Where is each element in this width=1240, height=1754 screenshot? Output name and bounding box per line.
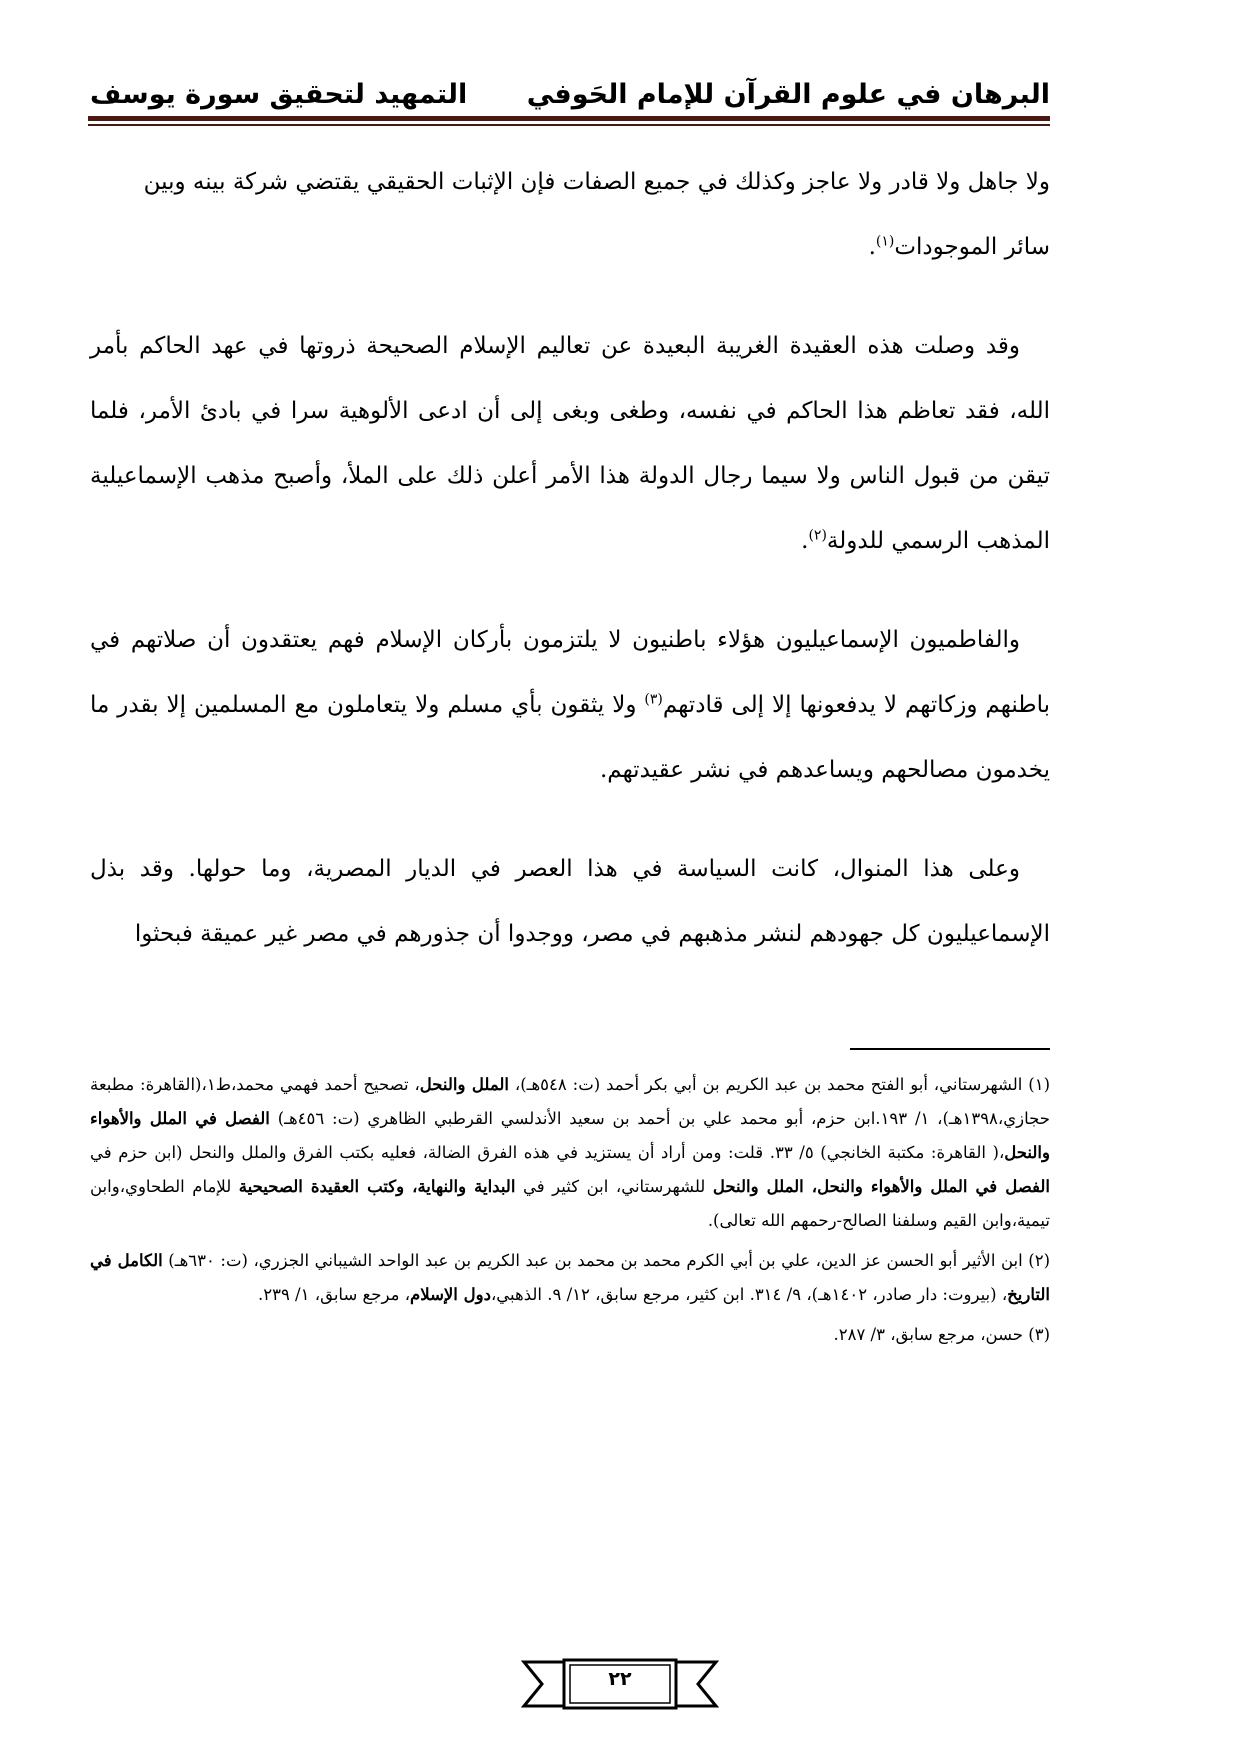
footnote-ref-1[interactable]: (١) — [875, 233, 895, 250]
footnote-2: (٢) ابن الأثير أبو الحسن عز الدين، علي بن أبي الكرم محمد بن محمد بن عبد الكريم بن عبد الواحد الشيباني الجزري، (ت: ٦٣٠هـ) الكامل في التاريخ، (بيروت: دار صادر، ١٤٠٢هـ)، ٩/ ٣١٤. ابن كثير، مرجع سابق، ١٢/ ٩. الذهبي،دول الإسلام، مرجع سابق، ١/ ٢٣٩. — [90, 1251, 1050, 1304]
section-title: التمهيد لتحقيق سورة يوسف — [90, 79, 468, 110]
footnote-ref-3[interactable]: (٣) — [644, 691, 663, 708]
main-text — [90, 150, 1050, 1001]
header-rule-thin — [88, 124, 1050, 126]
paragraph-1: ولا جاهل ولا قادر ولا عاجز وكذلك في جميع الصفات فإن الإثبات الحقيقي يقتضي شركة بينه وبين سائر الموجودات$^{(١)}$. — [143, 169, 1050, 260]
footnote-separator — [850, 1048, 1050, 1050]
paragraph-2: وقد وصلت هذه العقيدة الغريبة البعيدة عن تعاليم الإسلام الصحيحة ذروتها في عهد الحاكم بأمر الله، فقد تعاظم هذا الحاكم في نفسه، وطغى وبغى إلى أن ادعى الألوهية سرا في بادئ الأمر، فلما تيقن من قبول الناس ولا سيما رجال الدولة هذا الأمر أعلن ذلك على الملأ، وأصبح مذهب الإسماعيلية المذهب الرسمي للدولة$^{(٢)}$. — [90, 333, 1050, 554]
page-number: ٢٢ — [608, 1668, 632, 1690]
footnote-ref-2[interactable]: (٢) — [808, 527, 827, 544]
page-header — [90, 72, 1050, 110]
book-title: البرهان في علوم القرآن للإمام الحَوفي — [526, 79, 1050, 110]
paragraph-3: والفاطميون الإسماعيليون هؤلاء باطنيون لا يلتزمون بأركان الإسلام فهم يعتقدون أن صلاتهم في باطنهم وزكاتهم لا يدفعونها إلا إلى قادتهم$^{(٣)}$ ولا يثقون بأي مسلم ولا يتعاملون مع المسلمين إلا بقدر ما يخدمون مصالحهم ويساعدهم في نشر عقيدتهم. — [90, 627, 1050, 783]
paragraph-4: وعلى هذا المنوال، كانت السياسة في هذا العصر في الديار المصرية، وما حولها. وقد بذل الإسماعيليون كل جهودهم لنشر مذهبهم في مصر، ووجدوا أن جذورهم في مصر غير عميقة فبحثوا — [90, 856, 1050, 947]
header-rule-thick — [88, 116, 1050, 121]
footnote-3: (٣) حسن، مرجع سابق، ٣/ ٢٨٧. — [833, 1325, 1050, 1344]
footnotes — [90, 1068, 1050, 1358]
footnote-1: (١) الشهرستاني، أبو الفتح محمد بن عبد الكريم بن أبي بكر أحمد (ت: ٥٤٨هـ)، الملل والنحل، تصحيح أحمد فهمي محمد،ط١،(القاهرة: مطبعة حجازي،١٣٩٨هـ)، ١/ ١٩٣.ابن حزم، أبو محمد علي بن أحمد بن سعيد الأندلسي القرطبي الظاهري (ت: ٤٥٦هـ) الفصل في الملل والأهواء والنحل،( القاهرة: مكتبة الخانجي) ٥/ ٣٣. قلت: ومن أراد أن يستزيد في هذه الفرق الضالة، فعليه بكتب الفرق والملل والنحل (ابن حزم في الفصل في الملل والأهواء والنحل، الملل والنحل للشهرستاني، ابن كثير في البداية والنهاية، وكتب العقيدة الصحيحية للإمام الطحاوي،وابن تيمية،وابن القيم وسلفنا الصالح-رحمهم الله تعالى). — [90, 1075, 1051, 1230]
